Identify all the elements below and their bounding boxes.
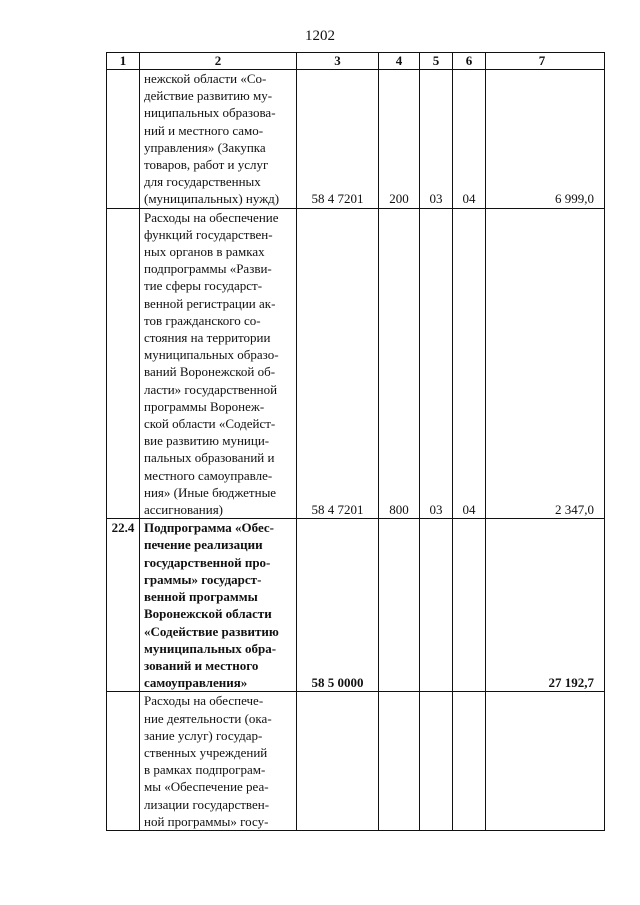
description-line: действие развитию му-: [144, 88, 273, 104]
row-pr-cell: 04: [453, 70, 486, 209]
row-number-cell: [107, 208, 140, 519]
row-description-cell: [140, 208, 297, 519]
row-vr-cell: 800: [379, 208, 420, 519]
description-line: ния» (Иные бюджетные: [144, 484, 277, 500]
row-rz-cell: 03: [420, 208, 453, 519]
description-line: (муниципальных) нужд): [144, 191, 280, 207]
row-pr-cell: 04: [453, 208, 486, 519]
row-description-cell: [140, 692, 297, 831]
table-row: [107, 70, 605, 209]
table-row: [107, 208, 605, 519]
description-line: ской области «Содейст-: [144, 416, 276, 432]
row-amount-cell: 2 347,0: [486, 208, 605, 519]
description-line: самоуправления»: [144, 675, 248, 691]
description-line: ваний Воронежской об-: [144, 364, 276, 380]
table-body: [107, 70, 605, 831]
description-line: в рамках подпрограм-: [144, 762, 266, 778]
header-col-6: 6: [453, 53, 486, 70]
row-rz-cell: [420, 519, 453, 692]
description-line: ных органов в рамках: [144, 244, 265, 260]
table-header-row: [107, 53, 605, 70]
table-row: [107, 692, 605, 831]
description-line: «Содействие развитию: [144, 623, 279, 639]
description-line: государственной про-: [144, 554, 271, 570]
description-line: ной программы» госу-: [144, 813, 269, 829]
description-line: ласти» государственной: [144, 381, 278, 397]
row-number-cell: 22.4: [107, 519, 140, 692]
page-number: 1202: [305, 28, 335, 44]
row-vr-cell: [379, 519, 420, 692]
row-pr-cell: [453, 519, 486, 692]
description-line: печение реализации: [144, 537, 263, 553]
description-line: вие развитию муници-: [144, 433, 270, 449]
description-line: тие сферы государст-: [144, 278, 263, 294]
description-line: муниципальных образо-: [144, 347, 279, 363]
description-line: Расходы на обеспечение: [144, 209, 279, 225]
header-col-2: 2: [140, 53, 297, 70]
budget-table: [106, 52, 605, 831]
row-code-cell: 58 4 7201: [297, 208, 379, 519]
header-col-7: 7: [486, 53, 605, 70]
description-line: пальных образований и: [144, 450, 275, 466]
row-number-cell: [107, 692, 140, 831]
header-col-4: 4: [379, 53, 420, 70]
row-description-cell: [140, 519, 297, 692]
description-line: зание услуг) государ-: [144, 727, 263, 743]
description-line: венной регистрации ак-: [144, 295, 276, 311]
row-vr-cell: [379, 692, 420, 831]
row-rz-cell: [420, 692, 453, 831]
description-line: тов гражданского со-: [144, 312, 261, 328]
description-line: функций государствен-: [144, 226, 273, 242]
description-line: управления» (Закупка: [144, 139, 266, 155]
description-line: программы Воронеж-: [144, 398, 265, 414]
description-line: ственных учреждений: [144, 744, 268, 760]
description-line: нежской области «Со-: [144, 71, 267, 86]
row-code-cell: 58 4 7201: [297, 70, 379, 209]
row-pr-cell: [453, 692, 486, 831]
description-line: местного самоуправле-: [144, 467, 273, 483]
description-line: товаров, работ и услуг: [144, 157, 269, 173]
row-vr-cell: 200: [379, 70, 420, 209]
description-line: граммы» государст-: [144, 571, 262, 587]
description-line: подпрограммы «Разви-: [144, 261, 272, 277]
header-col-1: 1: [107, 53, 140, 70]
row-code-cell: 58 5 0000: [297, 519, 379, 692]
description-line: ний и местного само-: [144, 122, 264, 138]
row-number-cell: [107, 70, 140, 209]
row-description-cell: [140, 70, 297, 209]
table-row: [107, 519, 605, 692]
description-line: муниципальных обра-: [144, 640, 277, 656]
description-line: Расходы на обеспече-: [144, 693, 264, 709]
description-line: мы «Обеспечение реа-: [144, 779, 269, 795]
description-line: стояния на территории: [144, 330, 271, 346]
description-line: ние деятельности (ока-: [144, 710, 272, 726]
description-line: лизации государствен-: [144, 796, 270, 812]
description-line: Подпрограмма «Обес-: [144, 520, 275, 536]
description-line: Воронежской области: [144, 606, 272, 622]
row-amount-cell: [486, 692, 605, 831]
header-col-3: 3: [297, 53, 379, 70]
description-line: для государственных: [144, 174, 261, 190]
description-line: венной программы: [144, 589, 258, 605]
description-line: ассигнования): [144, 502, 224, 518]
description-line: зований и местного: [144, 657, 259, 673]
row-amount-cell: 6 999,0: [486, 70, 605, 209]
row-amount-cell: 27 192,7: [486, 519, 605, 692]
header-col-5: 5: [420, 53, 453, 70]
description-line: ниципальных образова-: [144, 105, 276, 121]
row-code-cell: [297, 692, 379, 831]
row-rz-cell: 03: [420, 70, 453, 209]
